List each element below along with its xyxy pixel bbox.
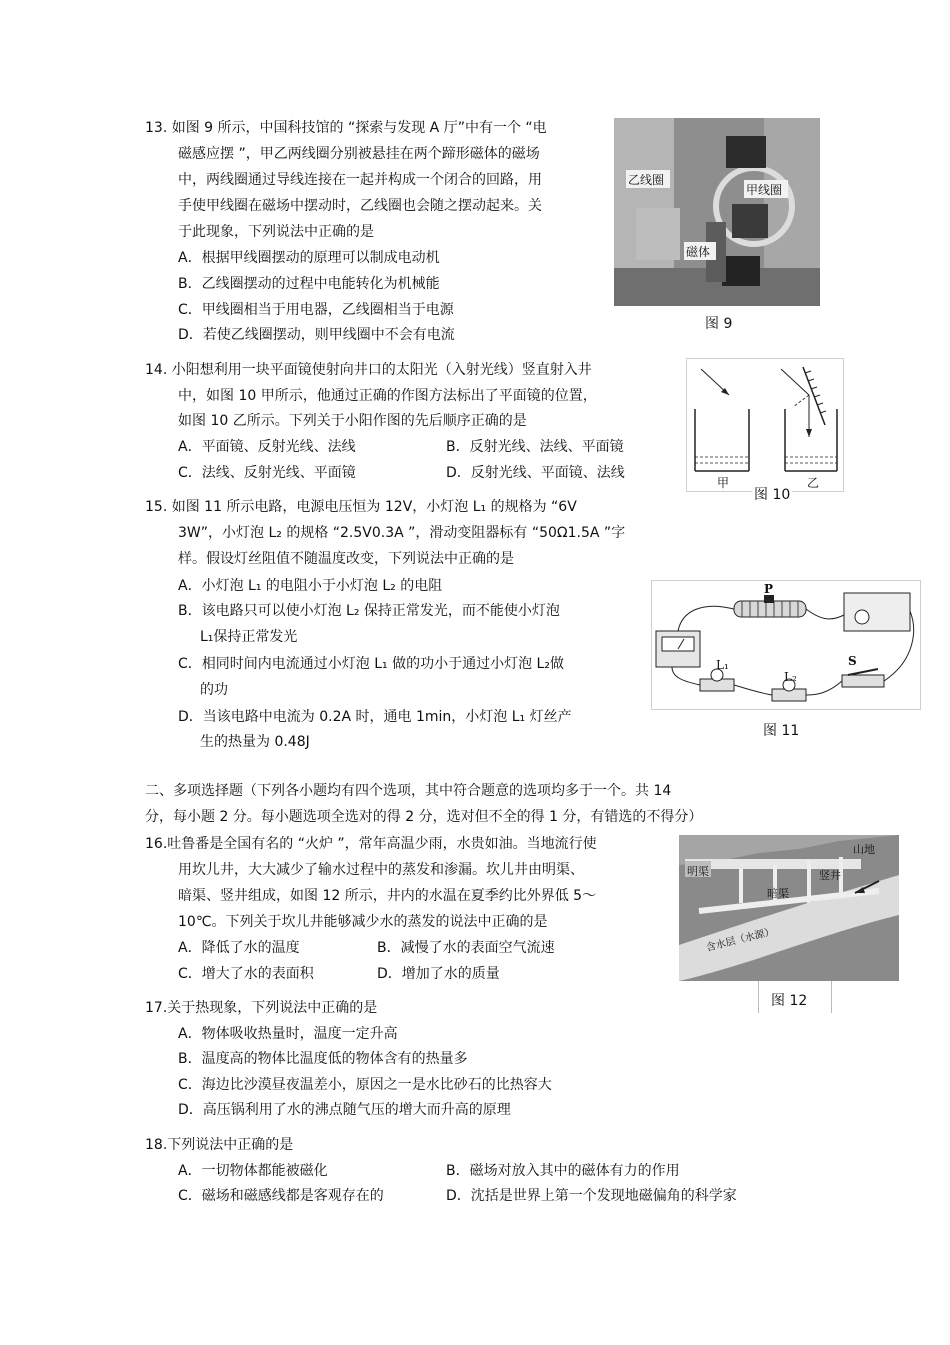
q15-stem-line-2: 3W”，小灯泡 L₂ 的规格 “2.5V0.3A ”，滑动变阻器标有 “50Ω1.5A ”字 (178, 525, 626, 541)
q13-stem-line-3: 中，两线圈通过导线连接在一起并构成一个闭合的回路，用 (178, 172, 542, 188)
q18-option-d: D．沈括是世界上第一个发现地磁偏角的科学家 (446, 1188, 737, 1204)
fig10-label-left: 甲 (717, 476, 730, 490)
fig9-label-magnet: 磁体 (686, 245, 711, 259)
figure-10-diagram (686, 358, 844, 492)
q16-stem-line-4: 10℃。下列关于坎儿井能够减少水的蒸发的说法中正确的是 (178, 914, 548, 930)
figure-12-drawing (679, 835, 899, 981)
q16-option-a: A．降低了水的温度 (178, 940, 300, 956)
section-2-heading-line-2: 分，每小题 2 分。每小题选项全选对的得 2 分，选对但不全的得 1 分，有错选的不得分） (145, 809, 703, 825)
fig12-label-aquifer: 含水层（水源） (705, 926, 776, 954)
q18-option-b: B．磁场对放入其中的磁体有力的作用 (446, 1163, 680, 1179)
q14-option-b: B．反射光线、法线、平面镜 (446, 439, 624, 455)
fig9-label-coil-a: 甲线圈 (746, 183, 783, 197)
q15-option-d-line-2: 生的热量为 0.48J (200, 734, 310, 750)
q17-option-a: A．物体吸收热量时，温度一定升高 (178, 1026, 398, 1042)
fig12-label-dark-channel: 暗渠 (767, 887, 789, 900)
figure-11-circuit (651, 580, 921, 710)
fig11-label-l1: L₁ (716, 658, 729, 672)
figure-9-photo (614, 118, 820, 306)
q18-option-a: A．一切物体都能被磁化 (178, 1163, 328, 1179)
q14-option-d: D．反射光线、平面镜、法线 (446, 465, 625, 481)
figure-12-caption: 图 12 (771, 993, 808, 1009)
q16-stem-line-2: 用坎儿井，大大减少了输水过程中的蒸发和渗漏。坎儿井由明渠、 (178, 862, 584, 878)
fig12-label-open-channel: 明渠 (687, 865, 709, 878)
q15-stem-line-1: 15. 如图 11 所示电路，电源电压恒为 12V，小灯泡 L₁ 的规格为 “6V (145, 499, 577, 515)
figure-10-drawing (687, 359, 843, 491)
figure-9-caption: 图 9 (705, 316, 733, 332)
fig11-label-l2: L₂ (784, 670, 797, 684)
fig9-label-coil-b: 乙线圈 (628, 173, 665, 187)
q15-option-c-line-2: 的功 (200, 682, 228, 698)
q15-option-a: A．小灯泡 L₁ 的电阻小于小灯泡 L₂ 的电阻 (178, 578, 443, 594)
q14-stem-line-2: 中，如图 10 甲所示，他通过正确的作图方法标出了平面镜的位置， (178, 388, 597, 404)
q16-stem-line-3: 暗渠、竖井组成，如图 12 所示，井内的水温在夏季约比外界低 5～ (178, 888, 597, 904)
q13-stem-line-5: 于此现象，下列说法中正确的是 (178, 224, 374, 240)
q15-option-b-line-1: B．该电路只可以使小灯泡 L₂ 保持正常发光，而不能使小灯泡 (178, 603, 560, 619)
q14-option-a: A．平面镜、反射光线、法线 (178, 439, 356, 455)
q14-stem-line-1: 14. 小阳想利用一块平面镜使射向井口的太阳光（入射光线）竖直射入井 (145, 362, 592, 378)
figure-11-drawing (652, 581, 920, 709)
q15-option-b-line-2: L₁保持正常发光 (200, 629, 298, 645)
q15-option-d-line-1: D．当该电路中电流为 0.2A 时，通电 1min，小灯泡 L₁ 灯丝产 (178, 709, 572, 725)
q17-stem: 17.关于热现象，下列说法中正确的是 (145, 1000, 378, 1016)
fig12-label-mountain: 山地 (853, 843, 875, 856)
figure-11-caption: 图 11 (763, 723, 800, 739)
q18-stem: 18.下列说法中正确的是 (145, 1137, 294, 1153)
q13-option-d: D．若使乙线圈摆动，则甲线圈中不会有电流 (178, 327, 455, 343)
q13-stem-line-4: 手使甲线圈在磁场中摆动时，乙线圈也会随之摆动起来。关 (178, 198, 542, 214)
q16-option-d: D．增加了水的质量 (377, 966, 500, 982)
q13-stem-line-2: 磁感应摆 ”，甲乙两线圈分别被悬挂在两个蹄形磁体的磁场 (178, 146, 540, 162)
q15-stem-line-3: 样。假设灯丝阻值不随温度改变，下列说法中正确的是 (178, 551, 514, 567)
q18-option-c: C．磁场和磁感线都是客观存在的 (178, 1188, 384, 1204)
q14-stem-line-3: 如图 10 乙所示。下列关于小阳作图的先后顺序正确的是 (178, 413, 527, 429)
q17-option-d: D．高压锅利用了水的沸点随气压的增大而升高的原理 (178, 1102, 511, 1118)
q15-option-c-line-1: C．相同时间内电流通过小灯泡 L₁ 做的功小于通过小灯泡 L₂做 (178, 656, 564, 672)
figure-12-photo (679, 835, 899, 981)
q16-stem-line-1: 16.吐鲁番是全国有名的 “火炉 ”，常年高温少雨，水贵如油。当地流行使 (145, 836, 597, 852)
q16-option-b: B．减慢了水的表面空气流速 (377, 940, 555, 956)
q17-option-c: C．海边比沙漠昼夜温差小，原因之一是水比砂石的比热容大 (178, 1077, 552, 1093)
fig11-label-s: S (848, 654, 857, 668)
q13-option-a: A．根据甲线圈摆动的原理可以制成电动机 (178, 250, 440, 266)
q13-option-b: B．乙线圈摆动的过程中电能转化为机械能 (178, 276, 440, 292)
q13-option-c: C．甲线圈相当于用电器，乙线圈相当于电源 (178, 302, 454, 318)
fig12-label-shaft: 竖井 (819, 869, 841, 882)
section-2-heading-line-1: 二、多项选择题（下列各小题均有四个选项，其中符合题意的选项均多于一个。共 14 (145, 783, 672, 799)
q17-option-b: B．温度高的物体比温度低的物体含有的热量多 (178, 1051, 468, 1067)
q14-option-c: C．法线、反射光线、平面镜 (178, 465, 356, 481)
fig10-label-right: 乙 (807, 476, 820, 490)
fig11-label-p: P (764, 582, 774, 596)
figure-10-caption: 图 10 (752, 484, 792, 504)
figure-9-drawing (614, 118, 820, 306)
q13-stem-line-1: 13. 如图 9 所示，中国科技馆的 “探索与发现 A 厅”中有一个 “电 (145, 120, 547, 136)
q16-option-c: C．增大了水的表面积 (178, 966, 314, 982)
